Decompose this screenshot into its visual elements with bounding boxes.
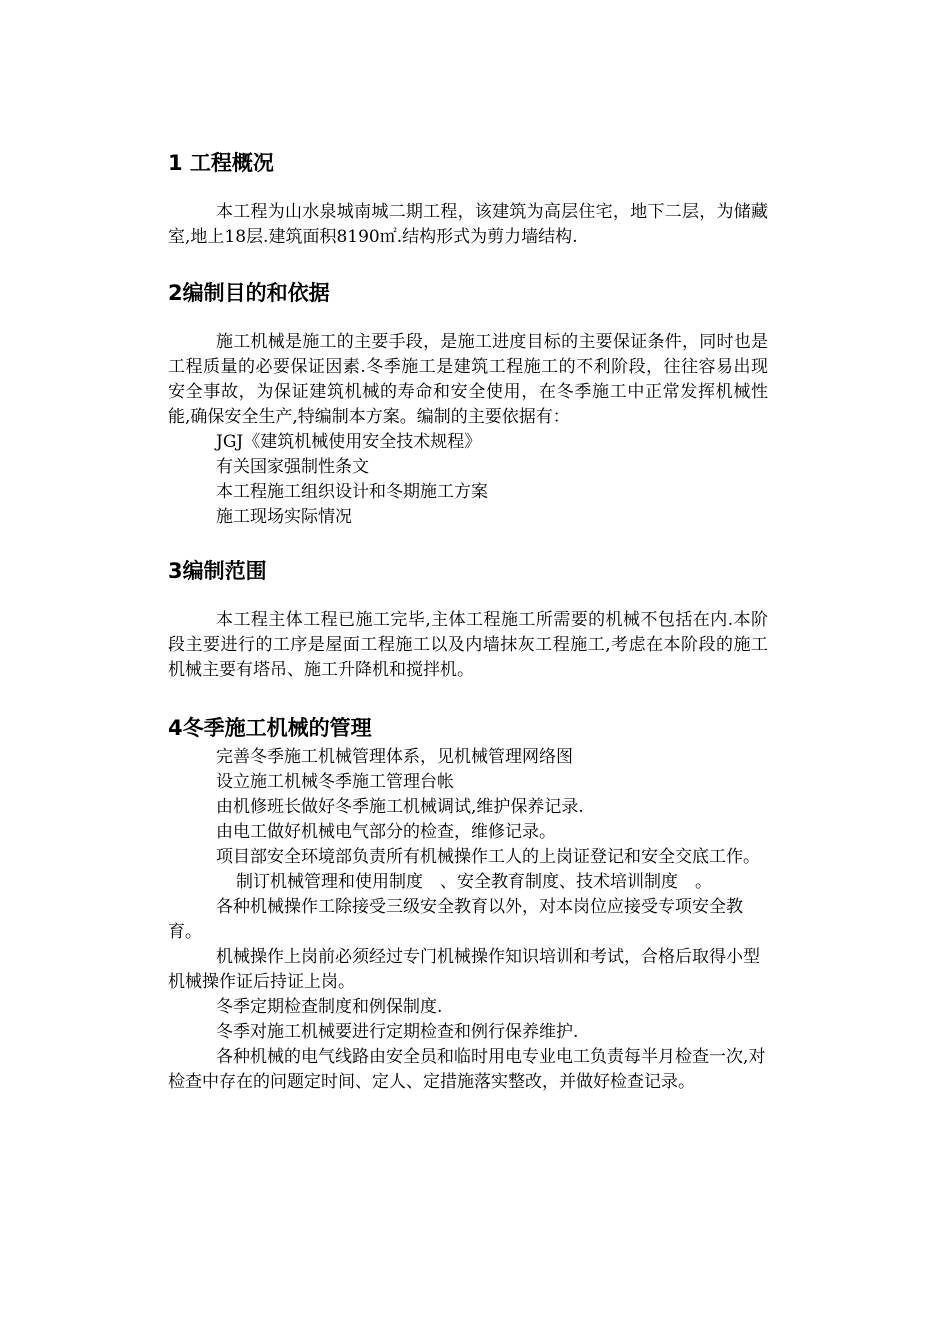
basis-item: 有关国家强制性条文: [216, 457, 369, 477]
management-item: 由机修班长做好冬季施工机械调试,维护保养记录.: [216, 797, 584, 817]
management-item: 设立施工机械冬季施工管理台帐: [216, 772, 454, 792]
section-heading-scope: 3编制范围: [168, 559, 267, 583]
document-body: [168, 146, 768, 1095]
management-item: 各种机械操作工除接受三级安全教育以外，对本岗位应接受专项安全教育。: [168, 897, 743, 942]
overview-paragraph: 本工程为山水泉城南城二期工程，该建筑为高层住宅，地下二层，为储藏室,地上18层.建筑面积8190㎡.结构形式为剪力墙结构.: [168, 202, 768, 247]
section-heading-management: 4冬季施工机械的管理: [168, 716, 372, 740]
basis-item: 本工程施工组织设计和冬期施工方案: [216, 482, 488, 502]
management-item: 机械操作上岗前必须经过专门机械操作知识培训和考试，合格后取得小型机械操作证后持证上岗。: [168, 947, 760, 992]
purpose-paragraph: 施工机械是施工的主要手段，是施工进度目标的主要保证条件，同时也是工程质量的必要保证因素.冬季施工是建筑工程施工的不利阶段，往往容易出现安全事故，为保证建筑机械的寿命和安全使用，在冬季施工中正常发挥机械性能,确保安全生产,特编制本方案。编制的主要依据有：: [168, 332, 768, 427]
management-item: 各种机械的电气线路由安全员和临时用电专业电工负责每半月检查一次,对检查中存在的问题定时间、定人、定措施落实整改，并做好检查记录。: [168, 1047, 766, 1092]
management-item: 完善冬季施工机械管理体系，见机械管理网络图: [216, 747, 573, 767]
section-heading-overview: 1 工程概况: [168, 151, 274, 175]
management-item: 项目部安全环境部负责所有机械操作工人的上岗证登记和安全交底工作。: [216, 847, 760, 867]
scope-paragraph: 本工程主体工程已施工完毕,主体工程施工所需要的机械不包括在内.本阶段主要进行的工序是屋面工程施工以及内墙抹灰工程施工,考虑在本阶段的施工机械主要有塔吊、施工升降机和搅拌机。: [168, 610, 768, 680]
section-heading-purpose: 2编制目的和依据: [168, 281, 330, 305]
management-item: 由电工做好机械电气部分的检查，维修记录。: [216, 822, 556, 842]
basis-item: 施工现场实际情况: [216, 507, 352, 527]
management-item: 制订机械管理和使用制度 、安全教育制度、技术培训制度 。: [236, 872, 712, 892]
management-item: 冬季定期检查制度和例保制度.: [216, 997, 443, 1017]
basis-item: JGJ《建筑机械使用安全技术规程》: [216, 432, 482, 452]
management-item: 冬季对施工机械要进行定期检查和例行保养维护.: [216, 1022, 579, 1042]
